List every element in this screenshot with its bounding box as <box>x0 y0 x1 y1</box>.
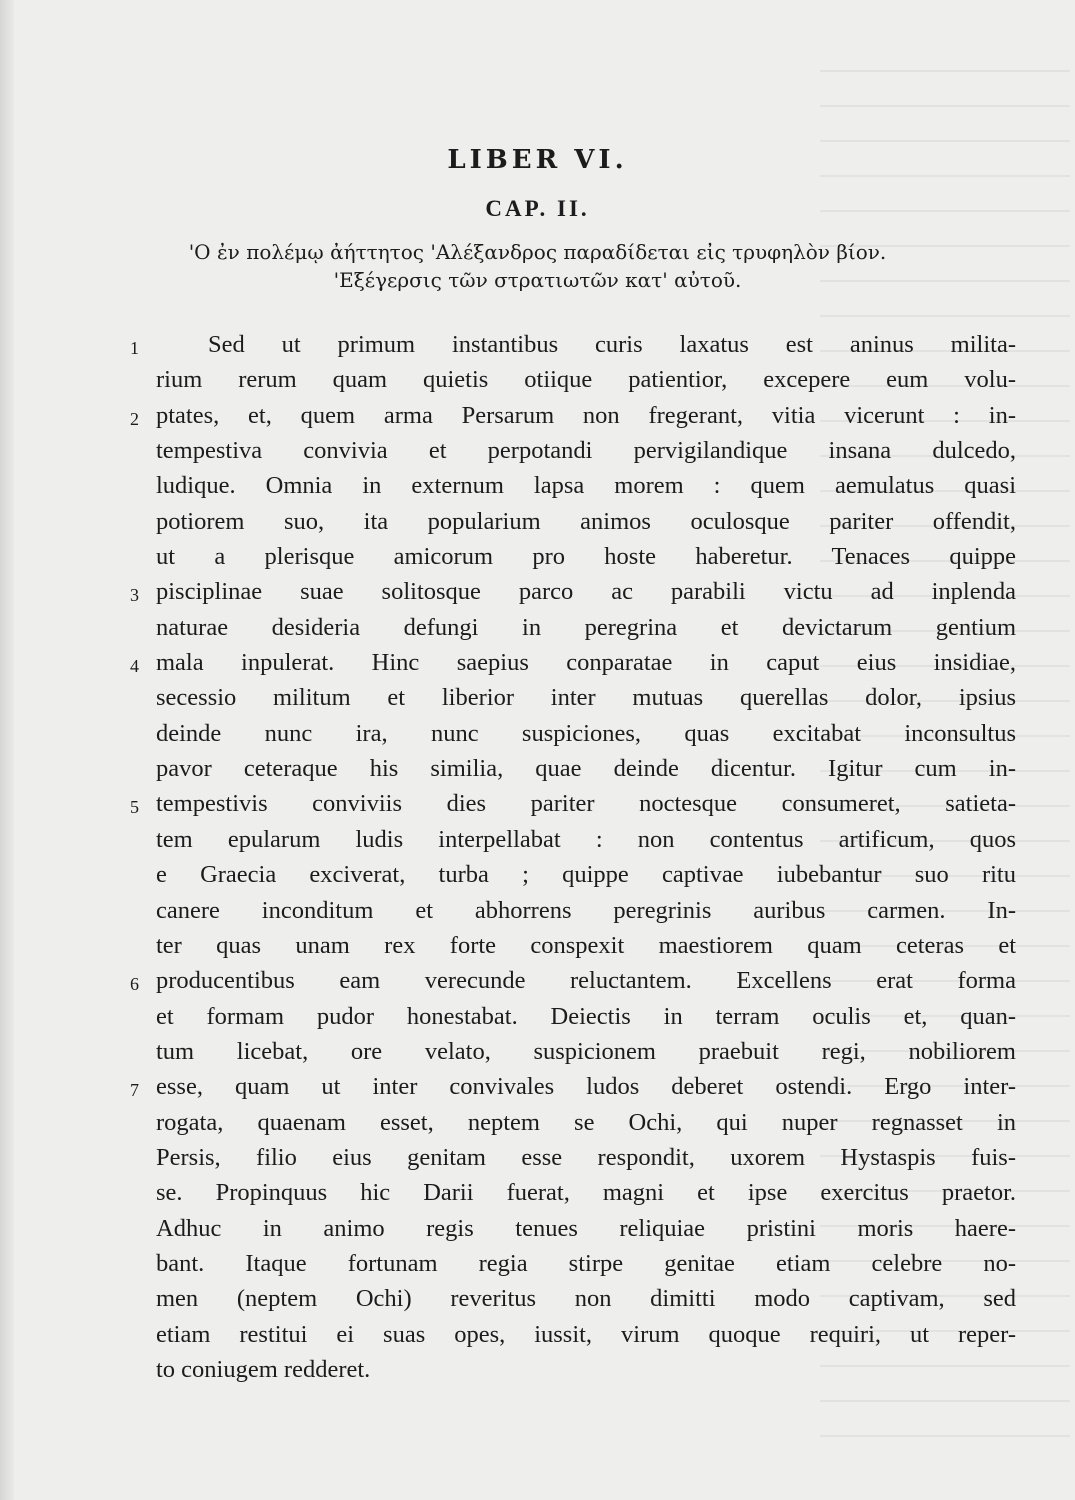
text-line <box>156 999 1016 1034</box>
text-line <box>156 928 1016 963</box>
text-line <box>156 1105 1016 1140</box>
text-line <box>130 574 1016 609</box>
text-line <box>156 893 1016 928</box>
section-number: 4 <box>130 656 139 677</box>
text-line <box>156 1317 1016 1352</box>
section-number: 1 <box>130 338 139 358</box>
line-text: ter quas unam rex forte conspexit maestiorem quam ceteras et <box>156 931 1016 959</box>
line-text: naturae desideria defungi in peregrina et devictarum gentium <box>156 613 1016 641</box>
section-number: 7 <box>130 1080 139 1101</box>
line-text: rogata, quaenam esset, neptem se Ochi, qui nuper regnasset in <box>156 1108 1016 1136</box>
text-line <box>156 680 1016 715</box>
text-line <box>156 1034 1016 1069</box>
line-text: deinde nunc ira, nunc suspiciones, quas excitabat inconsultus <box>156 719 1016 747</box>
line-text: men (neptem Ochi) reveritus non dimitti modo captivam, sed <box>156 1285 1016 1313</box>
text-line <box>156 1246 1016 1281</box>
line-text: tem epularum ludis interpellabat : non contentus artificum, quos <box>156 825 1016 853</box>
line-text: ludique. Omnia in externum lapsa morem : quem aemulatus quasi <box>156 472 1016 500</box>
text-line <box>130 398 1016 433</box>
section-number: 3 <box>130 585 139 606</box>
section-number: 6 <box>130 974 139 995</box>
line-text: tempestiva convivia et perpotandi pervigilandique insana dulcedo, <box>156 437 1016 465</box>
line-text: tempestivis conviviis dies pariter noctesque consumeret, satieta- <box>156 790 1016 818</box>
line-text: Persis, filio eius genitam esse respondit, uxorem Hystaspis fuis- <box>156 1143 1016 1171</box>
text-line <box>130 327 1016 362</box>
text-line <box>156 857 1016 892</box>
line-text: ptates, et, quem arma Persarum non fregerant, vitia vicerunt : in- <box>156 401 1016 429</box>
section-number: 5 <box>130 797 139 818</box>
line-text: Sed ut primum instantibus curis laxatus est aninus milita- <box>208 331 1016 358</box>
line-text: tum licebat, ore velato, suspicionem praebuit regi, nobiliorem <box>156 1037 1016 1065</box>
line-text: canere inconditum et abhorrens peregrinis auribus carmen. In- <box>156 896 1016 924</box>
text-line <box>130 963 1016 998</box>
text-line <box>130 786 1016 821</box>
text-line <box>156 1140 1016 1175</box>
chapter-heading: CAP. II. <box>485 196 590 221</box>
greek-summary-line-2: 'Εξέγερσις τῶν στρατιωτῶν κατ' αὐτοῦ. <box>333 268 742 292</box>
line-text: Adhuc in animo regis tenues reliquiae pristini moris haere- <box>156 1214 1016 1242</box>
text-line <box>156 1352 1016 1387</box>
line-text: rium rerum quam quietis otiique patientior, excepere eum volu- <box>156 366 1016 394</box>
line-text: pisciplinae suae solitosque parco ac parabili victu ad inplenda <box>156 578 1016 606</box>
line-text: potiorem suo, ita popularium animos oculosque pariter offendit, <box>156 507 1016 535</box>
text-line <box>156 716 1016 751</box>
text-line <box>156 822 1016 857</box>
greek-summary-line-1: 'Ο ἐν πολέμῳ ἀήττητος 'Αλέξανδρος παραδίδεται εἰς τρυφηλὸν βίον. <box>188 240 887 264</box>
line-text: ut a plerisque amicorum pro hoste haberetur. Tenaces quippe <box>156 543 1016 571</box>
text-line <box>156 433 1016 468</box>
text-line <box>130 645 1016 680</box>
book-title: LIBER VI. <box>447 145 628 175</box>
text-line <box>156 1175 1016 1210</box>
text-line <box>130 1069 1016 1104</box>
text-line <box>156 610 1016 645</box>
line-text: bant. Itaque fortunam regia stirpe genitae etiam celebre no- <box>156 1249 1016 1277</box>
text-line <box>156 1281 1016 1316</box>
text-line <box>156 1211 1016 1246</box>
line-text: to coniugem redderet. <box>156 1355 371 1383</box>
text-line <box>156 362 1016 397</box>
line-text: se. Propinquus hic Darii fuerat, magni et ipse exercitus praetor. <box>156 1179 1016 1207</box>
line-text: e Graecia exciverat, turba ; quippe captivae iubebantur suo ritu <box>156 861 1016 889</box>
line-text: pavor ceteraque his similia, quae deinde dicentur. Igitur cum in- <box>156 755 1016 783</box>
line-text: et formam pudor honestabat. Deiectis in terram oculis et, quan- <box>156 1002 1016 1030</box>
text-line <box>156 751 1016 786</box>
text-line <box>156 504 1016 539</box>
text-line <box>156 468 1016 503</box>
line-text: etiam restitui ei suas opes, iussit, virum quoque requiri, ut reper- <box>156 1320 1016 1348</box>
text-line <box>156 539 1016 574</box>
line-text: esse, quam ut inter convivales ludos deberet ostendi. Ergo inter- <box>156 1073 1016 1101</box>
line-text: mala inpulerat. Hinc saepius conparatae in caput eius insidiae, <box>156 649 1016 677</box>
latin-text-body <box>130 327 1016 1387</box>
page-edge <box>0 0 14 1500</box>
section-number: 2 <box>130 408 139 429</box>
line-text: producentibus eam verecunde reluctantem. Excellens erat forma <box>156 967 1016 995</box>
line-text: secessio militum et liberior inter mutuas querellas dolor, ipsius <box>156 684 1016 712</box>
